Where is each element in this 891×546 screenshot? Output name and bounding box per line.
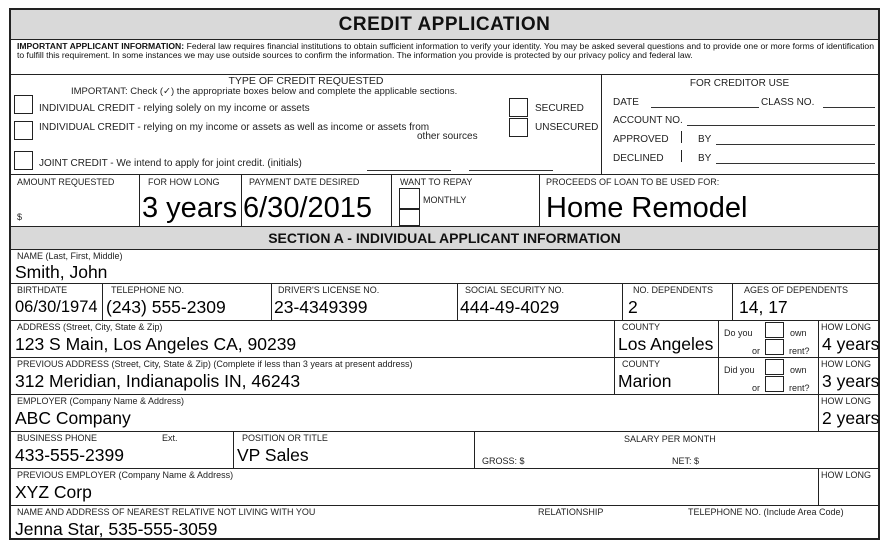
own-checkbox[interactable] xyxy=(765,322,784,338)
secured-label: SECURED xyxy=(535,103,584,114)
credit-type-heading: TYPE OF CREDIT REQUESTED xyxy=(228,75,384,87)
creditor-approved-by-line[interactable] xyxy=(716,144,875,145)
divider xyxy=(11,394,878,395)
divider xyxy=(241,174,242,226)
repay-label: WANT TO REPAY xyxy=(400,177,473,187)
creditor-approved-by-label: BY xyxy=(698,134,712,145)
divider xyxy=(539,174,540,226)
credit-application-form xyxy=(9,8,880,540)
initials-line-2[interactable] xyxy=(469,170,553,171)
joint-credit-checkbox[interactable] xyxy=(14,151,33,170)
divider xyxy=(11,320,878,321)
initials-line-1[interactable] xyxy=(367,170,451,171)
employer-value[interactable]: ABC Company xyxy=(15,408,131,428)
position-value[interactable]: VP Sales xyxy=(237,445,309,465)
prev-own-checkbox[interactable] xyxy=(765,359,784,375)
relative-label: NAME AND ADDRESS OF NEAREST RELATIVE NOT LIVING WITH YOU xyxy=(17,507,316,517)
divider xyxy=(11,74,878,75)
divider xyxy=(818,357,819,394)
divider xyxy=(11,431,878,432)
unsecured-checkbox[interactable] xyxy=(509,118,528,137)
how-long-label: FOR HOW LONG xyxy=(148,177,220,187)
form-title: CREDIT APPLICATION xyxy=(338,14,551,35)
birthdate-value[interactable]: 06/30/1974 xyxy=(15,298,98,316)
net-label: NET: $ xyxy=(672,456,700,466)
creditor-class-label: CLASS NO. xyxy=(761,97,815,108)
relationship-label: RELATIONSHIP xyxy=(538,507,604,517)
prev-how-long-value[interactable]: 3 years xyxy=(822,371,880,391)
individual-sole-label: INDIVIDUAL CREDIT - relying solely on my income or assets xyxy=(39,103,310,114)
creditor-heading: FOR CREDITOR USE xyxy=(689,78,790,89)
credit-type-instruction: IMPORTANT: Check (✓) the appropriate boxes below and complete the applicable sections. xyxy=(71,86,458,97)
divider xyxy=(11,468,878,469)
divider xyxy=(457,283,458,320)
divider xyxy=(11,249,878,250)
address-how-long-value[interactable]: 4 years xyxy=(822,334,880,354)
applicant-notice xyxy=(17,42,874,61)
employer-how-long-value[interactable]: 2 years xyxy=(822,408,880,428)
divider xyxy=(818,394,819,431)
relative-phone-label: TELEPHONE NO. (Include Area Code) xyxy=(688,507,844,517)
county-value[interactable]: Los Angeles xyxy=(618,334,714,354)
rent-checkbox[interactable] xyxy=(765,339,784,355)
secured-checkbox[interactable] xyxy=(509,98,528,117)
address-how-long-label: HOW LONG xyxy=(821,322,872,332)
license-value[interactable]: 23-4349399 xyxy=(274,297,368,317)
proceeds-value[interactable]: Home Remodel xyxy=(546,192,748,224)
other-sources-label: other sources xyxy=(417,131,478,142)
prev-county-value[interactable]: Marion xyxy=(618,371,672,391)
divider xyxy=(11,39,878,40)
ssn-label: SOCIAL SECURITY NO. xyxy=(465,285,565,295)
license-label: DRIVER'S LICENSE NO. xyxy=(278,285,380,295)
joint-credit-label: JOINT CREDIT - We intend to apply for joint credit. (initials) xyxy=(39,158,302,169)
unsecured-label: UNSECURED xyxy=(535,122,599,133)
employer-label: EMPLOYER (Company Name & Address) xyxy=(17,396,185,406)
creditor-declined-by-label: BY xyxy=(698,153,712,164)
notice-label: IMPORTANT APPLICANT INFORMATION: xyxy=(17,41,185,51)
divider xyxy=(681,150,682,162)
amount-requested-label: AMOUNT REQUESTED xyxy=(17,177,115,187)
name-value[interactable]: Smith, John xyxy=(15,262,108,282)
name-label: NAME (Last, First, Middle) xyxy=(17,251,123,261)
ext-label: Ext. xyxy=(162,433,178,443)
individual-other-label: INDIVIDUAL CREDIT - relying on my income or assets as well as income or assets from xyxy=(39,122,430,133)
creditor-class-line[interactable] xyxy=(823,107,875,108)
telephone-value[interactable]: (243) 555-2309 xyxy=(106,297,226,317)
divider xyxy=(139,174,140,226)
divider xyxy=(681,131,682,143)
divider xyxy=(818,320,819,357)
divider xyxy=(718,320,719,357)
individual-sole-checkbox[interactable] xyxy=(14,95,33,114)
do-you-label: Do you xyxy=(724,328,753,338)
divider xyxy=(718,357,719,394)
prev-employer-label: PREVIOUS EMPLOYER (Company Name & Address) xyxy=(17,470,234,480)
creditor-approved-label: APPROVED xyxy=(613,134,669,145)
repay-monthly-checkbox[interactable] xyxy=(399,188,420,209)
creditor-date-label: DATE xyxy=(613,97,639,108)
position-label: POSITION OR TITLE xyxy=(242,433,328,443)
repay-monthly-label: MONTHLY xyxy=(423,195,467,205)
divider xyxy=(732,283,733,320)
address-value[interactable]: 123 S Main, Los Angeles CA, 90239 xyxy=(15,334,297,354)
amount-dollar-sign: $ xyxy=(17,212,23,222)
prev-how-long-label: HOW LONG xyxy=(821,359,872,369)
telephone-label: TELEPHONE NO. xyxy=(111,285,185,295)
proceeds-label: PROCEEDS OF LOAN TO BE USED FOR: xyxy=(546,177,720,187)
ssn-value[interactable]: 444-49-4029 xyxy=(460,297,560,317)
address-label: ADDRESS (Street, City, State & Zip) xyxy=(17,322,163,332)
divider xyxy=(614,357,615,394)
divider xyxy=(271,283,272,320)
ages-label: AGES OF DEPENDENTS xyxy=(744,285,849,295)
dependents-label: NO. DEPENDENTS xyxy=(633,285,714,295)
gross-label: GROSS: $ xyxy=(482,456,525,466)
business-phone-label: BUSINESS PHONE xyxy=(17,433,98,443)
repay-other-checkbox[interactable] xyxy=(399,209,420,226)
creditor-declined-label: DECLINED xyxy=(613,153,664,164)
divider xyxy=(11,505,878,506)
prev-or-label: or xyxy=(752,383,761,393)
dependents-value[interactable]: 2 xyxy=(628,297,638,317)
prev-address-label: PREVIOUS ADDRESS (Street, City, State & Zip) (Complete if less than 3 years at present address) xyxy=(17,359,413,369)
employer-how-long-label: HOW LONG xyxy=(821,396,872,406)
rent-label: rent? xyxy=(789,346,810,356)
or-label: or xyxy=(752,346,761,356)
ages-value[interactable]: 14, 17 xyxy=(739,297,788,317)
prev-own-label: own xyxy=(790,365,807,375)
county-label: COUNTY xyxy=(622,322,660,332)
divider xyxy=(601,74,602,174)
notice-text: Federal law requires financial institutions to obtain sufficient information to verify your identity. You may be asked several questions and to provide one or more forms of identification to fulfill this requirement. In some instances we may use outside sources to confirm the information. The information you provide is protected by our privacy policy and federal law. xyxy=(17,41,874,61)
salary-label: SALARY PER MONTH xyxy=(624,434,716,444)
creditor-account-line[interactable] xyxy=(687,125,875,126)
creditor-account-label: ACCOUNT NO. xyxy=(613,115,683,126)
prev-address-value[interactable]: 312 Meridian, Indianapolis IN, 46243 xyxy=(15,371,301,391)
divider xyxy=(11,283,878,284)
divider xyxy=(614,320,615,357)
payment-date-value[interactable]: 6/30/2015 xyxy=(243,192,373,224)
own-label: own xyxy=(790,328,807,338)
divider xyxy=(622,283,623,320)
prev-employer-value[interactable]: XYZ Corp xyxy=(15,482,92,502)
prev-county-label: COUNTY xyxy=(622,359,660,369)
prev-employer-how-long-label: HOW LONG xyxy=(821,470,872,480)
individual-other-checkbox[interactable] xyxy=(14,121,33,140)
prev-rent-checkbox[interactable] xyxy=(765,376,784,392)
payment-date-label: PAYMENT DATE DESIRED xyxy=(249,177,360,187)
divider xyxy=(818,468,819,505)
did-you-label: Did you xyxy=(724,365,755,375)
divider xyxy=(233,431,234,468)
how-long-value[interactable]: 3 years xyxy=(142,192,238,224)
business-phone-value[interactable]: 433-555-2399 xyxy=(15,445,124,465)
birthdate-label: BIRTHDATE xyxy=(17,285,68,295)
section-a-title: SECTION A - INDIVIDUAL APPLICANT INFORMATION xyxy=(268,230,621,246)
divider xyxy=(102,283,103,320)
divider xyxy=(11,174,878,175)
divider xyxy=(11,357,878,358)
divider xyxy=(474,431,475,468)
divider xyxy=(391,174,392,226)
creditor-date-line[interactable] xyxy=(651,107,759,108)
prev-rent-label: rent? xyxy=(789,383,810,393)
relative-value[interactable]: Jenna Star, 535-555-3059 xyxy=(15,519,218,539)
creditor-declined-by-line[interactable] xyxy=(716,163,875,164)
